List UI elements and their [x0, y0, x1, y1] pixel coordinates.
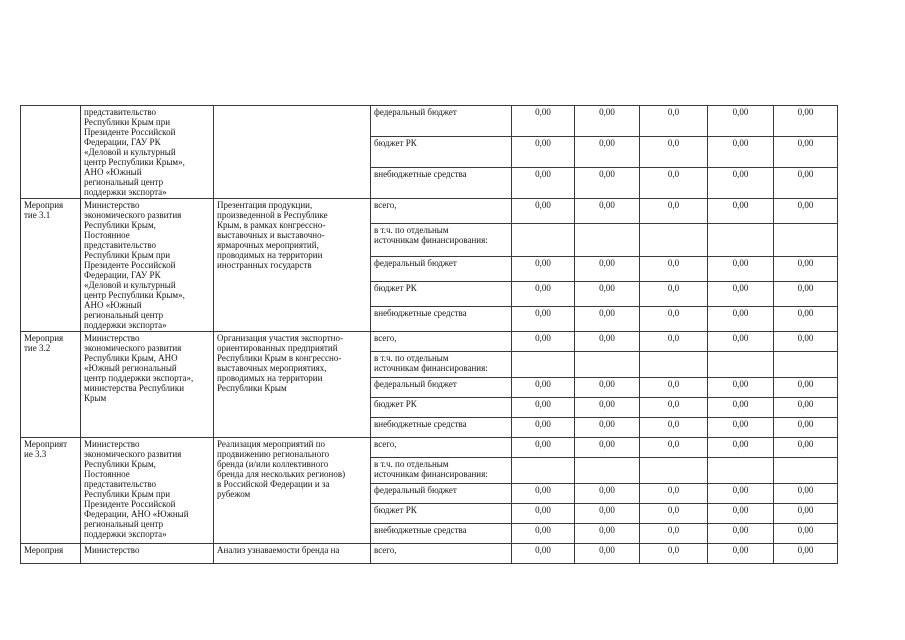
table-row: [21, 106, 838, 137]
funding-source-cell: бюджет РК: [371, 137, 512, 168]
amount-cell: 0,0: [640, 256, 708, 281]
funding-source-cell: в т.ч. по отдельным источникам финансирования:: [371, 458, 512, 484]
executor-cell: представительство Республики Крым при Президенте Российской Федерации, ГАУ РК «Деловой и культурный центр Республики Крым», АНО «Южный региональный центр поддержки экспорта»: [81, 106, 214, 199]
amount-cell: 0,00: [774, 438, 838, 458]
executor-cell: Министерство экономического развития Республики Крым, Постоянное представительство Республики Крым при Президенте Российской Федерации, ГАУ РК «Деловой и культурный центр Республики Крым», АНО «Южный региональный центр поддержки экспорта»: [81, 199, 214, 332]
activity-code-cell: Мероприят ие 3.3: [21, 438, 81, 544]
table-row: [21, 332, 838, 352]
amount-cell: 0,00: [708, 398, 774, 418]
funding-source-cell: внебюджетные средства: [371, 418, 512, 438]
funding-source-cell: в т.ч. по отдельным источникам финансирования:: [371, 352, 512, 378]
amount-cell: 0,00: [575, 137, 640, 168]
amount-cell: 0,00: [575, 378, 640, 398]
amount-cell: 0,00: [575, 168, 640, 199]
amount-cell: [512, 224, 575, 257]
amount-cell: 0,00: [708, 418, 774, 438]
amount-cell: 0,0: [640, 199, 708, 224]
amount-cell: [575, 458, 640, 484]
amount-cell: 0,00: [708, 332, 774, 352]
amount-cell: 0,00: [575, 544, 640, 564]
amount-cell: 0,00: [575, 504, 640, 524]
funding-source-cell: федеральный бюджет: [371, 106, 512, 137]
amount-cell: [774, 224, 838, 257]
amount-cell: 0,00: [512, 106, 575, 137]
amount-cell: 0,00: [708, 378, 774, 398]
funding-source-cell: бюджет РК: [371, 281, 512, 306]
amount-cell: 0,00: [774, 256, 838, 281]
amount-cell: 0,00: [774, 378, 838, 398]
amount-cell: 0,00: [774, 398, 838, 418]
amount-cell: 0,00: [512, 524, 575, 544]
funding-source-cell: бюджет РК: [371, 398, 512, 418]
funding-source-cell: всего,: [371, 544, 512, 564]
amount-cell: 0,00: [575, 281, 640, 306]
amount-cell: 0,00: [512, 199, 575, 224]
amount-cell: [708, 458, 774, 484]
amount-cell: 0,00: [512, 438, 575, 458]
amount-cell: 0,00: [575, 106, 640, 137]
amount-cell: 0,00: [774, 504, 838, 524]
amount-cell: 0,00: [774, 168, 838, 199]
amount-cell: 0,0: [640, 398, 708, 418]
amount-cell: 0,00: [708, 199, 774, 224]
amount-cell: 0,00: [575, 418, 640, 438]
amount-cell: 0,0: [640, 137, 708, 168]
amount-cell: 0,00: [708, 544, 774, 564]
amount-cell: 0,00: [708, 168, 774, 199]
amount-cell: 0,00: [708, 524, 774, 544]
executor-cell: Министерство экономического развития Республики Крым, АНО «Южный региональный центр поддержки экспорта», министерства Республики Крым: [81, 332, 214, 438]
funding-source-cell: федеральный бюджет: [371, 256, 512, 281]
amount-cell: 0,0: [640, 524, 708, 544]
amount-cell: 0,00: [774, 281, 838, 306]
amount-cell: 0,00: [512, 168, 575, 199]
amount-cell: 0,0: [640, 418, 708, 438]
amount-cell: 0,00: [512, 504, 575, 524]
amount-cell: 0,00: [774, 524, 838, 544]
amount-cell: 0,00: [774, 106, 838, 137]
amount-cell: 0,00: [575, 398, 640, 418]
amount-cell: 0,00: [575, 332, 640, 352]
activity-code-cell: Мероприя тие 3.1: [21, 199, 81, 332]
amount-cell: 0,00: [512, 306, 575, 331]
funding-source-cell: федеральный бюджет: [371, 378, 512, 398]
amount-cell: 0,00: [512, 544, 575, 564]
activity-description-cell: Презентация продукции, произведенной в Республике Крым, в рамках конгрессно- выставочных и выставочно- ярмарочных мероприятий, проводимых на территории иностранных государств: [214, 199, 371, 332]
activity-code-cell: Меропрня: [21, 544, 81, 564]
activity-description-cell: Анализ узнаваемости бренда на: [214, 544, 371, 564]
amount-cell: [640, 458, 708, 484]
amount-cell: 0,00: [708, 438, 774, 458]
amount-cell: 0,0: [640, 378, 708, 398]
amount-cell: 0,00: [774, 199, 838, 224]
funding-source-cell: бюджет РК: [371, 504, 512, 524]
amount-cell: [640, 224, 708, 257]
amount-cell: 0,00: [512, 378, 575, 398]
activity-code-cell: [21, 106, 81, 199]
amount-cell: 0,00: [774, 418, 838, 438]
activity-description-cell: Организация участия экспортно- ориентированных предприятий Республики Крым в конгрессно- выставочных мероприятиях, проводимых на территории Республики Крым: [214, 332, 371, 438]
amount-cell: [512, 352, 575, 378]
amount-cell: [575, 352, 640, 378]
amount-cell: 0,00: [774, 137, 838, 168]
funding-table-body: [21, 106, 838, 564]
amount-cell: 0,00: [708, 137, 774, 168]
amount-cell: 0,00: [512, 281, 575, 306]
amount-cell: [774, 352, 838, 378]
funding-source-cell: всего,: [371, 332, 512, 352]
amount-cell: 0,00: [774, 306, 838, 331]
amount-cell: [708, 224, 774, 257]
amount-cell: 0,00: [774, 544, 838, 564]
amount-cell: 0,0: [640, 544, 708, 564]
amount-cell: 0,00: [708, 504, 774, 524]
amount-cell: 0,00: [575, 256, 640, 281]
amount-cell: 0,00: [512, 256, 575, 281]
funding-source-cell: всего,: [371, 438, 512, 458]
amount-cell: [640, 352, 708, 378]
amount-cell: [575, 224, 640, 257]
amount-cell: 0,0: [640, 168, 708, 199]
amount-cell: 0,00: [708, 256, 774, 281]
amount-cell: 0,00: [575, 524, 640, 544]
funding-source-cell: всего,: [371, 199, 512, 224]
activity-description-cell: Реализация мероприятий по продвижению регионального бренда (и/или коллективного бренда для нескольких регионов) в Российской Федерации и за рубежом: [214, 438, 371, 544]
amount-cell: 0,0: [640, 306, 708, 331]
amount-cell: [774, 458, 838, 484]
amount-cell: 0,00: [512, 398, 575, 418]
amount-cell: 0,00: [512, 484, 575, 504]
executor-cell: Министерство экономического развития Республики Крым, Постоянное представительство Республики Крым при Президенте Российской Федерации, АНО «Южный региональный центр поддержки экспорта»: [81, 438, 214, 544]
amount-cell: 0,00: [708, 281, 774, 306]
amount-cell: 0,00: [512, 418, 575, 438]
funding-source-cell: внебюджетные средства: [371, 306, 512, 331]
activity-code-cell: Мероприя тие 3.2: [21, 332, 81, 438]
amount-cell: [512, 458, 575, 484]
amount-cell: 0,00: [774, 332, 838, 352]
amount-cell: 0,00: [512, 137, 575, 168]
amount-cell: 0,0: [640, 484, 708, 504]
amount-cell: 0,0: [640, 504, 708, 524]
table-row: [21, 199, 838, 224]
funding-source-cell: внебюджетные средства: [371, 168, 512, 199]
amount-cell: 0,00: [708, 484, 774, 504]
amount-cell: 0,00: [575, 484, 640, 504]
amount-cell: 0,00: [512, 332, 575, 352]
amount-cell: 0,00: [708, 106, 774, 137]
activity-description-cell: [214, 106, 371, 199]
amount-cell: 0,0: [640, 281, 708, 306]
amount-cell: 0,00: [774, 484, 838, 504]
table-row: [21, 544, 838, 564]
amount-cell: 0,0: [640, 438, 708, 458]
amount-cell: 0,00: [575, 306, 640, 331]
executor-cell: Министерство: [81, 544, 214, 564]
table-row: [21, 438, 838, 458]
amount-cell: 0,00: [575, 199, 640, 224]
amount-cell: [708, 352, 774, 378]
amount-cell: 0,0: [640, 106, 708, 137]
amount-cell: 0,0: [640, 332, 708, 352]
funding-source-cell: федеральный бюджет: [371, 484, 512, 504]
amount-cell: 0,00: [575, 438, 640, 458]
funding-source-cell: в т.ч. по отдельным источникам финансирования:: [371, 224, 512, 257]
amount-cell: 0,00: [708, 306, 774, 331]
funding-table: [20, 105, 838, 564]
funding-source-cell: внебюджетные средства: [371, 524, 512, 544]
